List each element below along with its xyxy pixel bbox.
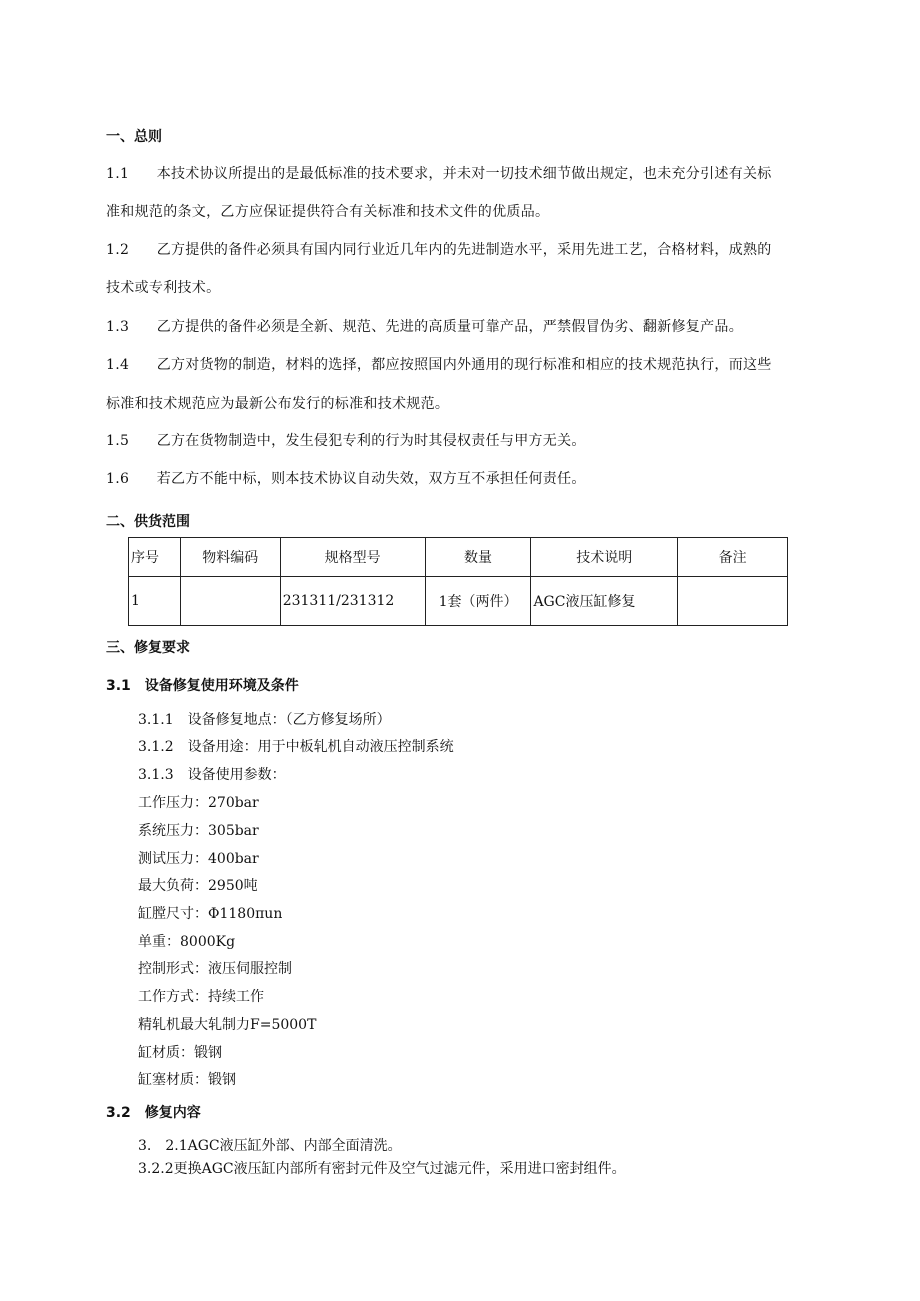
item-text: 乙方提供的备件必须具有国内同行业近几年内的先进制造水平，采用先进工艺，合格材料，成熟的 bbox=[156, 242, 772, 258]
item-3-2-2: 3.2.2更换AGC液压缸内部所有密封元件及空气过滤元件，采用进口密封组件。 bbox=[138, 1161, 626, 1177]
table-header-row bbox=[129, 538, 788, 577]
cell-remarks bbox=[678, 577, 788, 626]
item-text: 若乙方不能中标，则本技术协议自动失效，双方互不承担任何责任。 bbox=[156, 471, 586, 487]
item-1-6-line-1 bbox=[106, 468, 586, 488]
col-header-index: 序号 bbox=[129, 538, 181, 577]
subsection-3-1-heading: 3.1 设备修复使用环境及条件 bbox=[106, 678, 299, 694]
param-bore-size: 缸膛尺寸：Φ1180πun bbox=[138, 906, 283, 922]
cell-index: 1 bbox=[129, 577, 181, 626]
table-row bbox=[129, 577, 788, 626]
cell-material-code bbox=[180, 577, 280, 626]
param-max-rolling-force: 精轧机最大轧制力F=5000T bbox=[138, 1017, 317, 1033]
item-number: 1.5 bbox=[106, 433, 130, 449]
item-3-1-2: 3.1.2 设备用途：用于中板轧机自动液压控制系统 bbox=[138, 739, 454, 755]
item-number: 1.3 bbox=[106, 319, 130, 335]
cell-quantity: 1套（两件） bbox=[425, 577, 531, 626]
param-control-type: 控制形式：液压伺服控制 bbox=[138, 961, 292, 977]
item-text: 本技术协议所提出的是最低标准的技术要求，并未对一切技术细节做出规定，也未充分引述有关标 bbox=[156, 166, 772, 182]
param-test-pressure: 测试压力：400bar bbox=[138, 851, 259, 867]
item-1-4-line-2: 标准和技术规范应为最新公布发行的标准和技术规范。 bbox=[106, 396, 450, 412]
item-number: 1.1 bbox=[106, 166, 130, 182]
col-header-remarks: 备注 bbox=[678, 538, 788, 577]
item-text: 乙方提供的备件必须是全新、规范、先进的高质量可靠产品，严禁假冒伪劣、翻新修复产品。 bbox=[156, 319, 744, 335]
param-unit-weight: 单重：8000Kg bbox=[138, 934, 236, 950]
param-system-pressure: 系统压力：305bar bbox=[138, 823, 259, 839]
section-3-heading: 三、修复要求 bbox=[106, 640, 190, 656]
item-3-2-1: 3. 2.1AGC液压缸外部、内部全面清洗。 bbox=[138, 1138, 402, 1154]
subsection-3-2-heading: 3.2 修复内容 bbox=[106, 1105, 201, 1121]
param-working-pressure: 工作压力：270bar bbox=[138, 795, 259, 811]
item-1-5-line-1 bbox=[106, 430, 586, 450]
section-1-heading: 一、总则 bbox=[106, 129, 162, 145]
param-working-mode: 工作方式：持续工作 bbox=[138, 989, 264, 1005]
param-max-load: 最大负荷：2950吨 bbox=[138, 878, 258, 894]
section-2-heading: 二、供货范围 bbox=[106, 514, 190, 530]
col-header-quantity: 数量 bbox=[425, 538, 531, 577]
col-header-material-code: 物料编码 bbox=[180, 538, 280, 577]
item-1-4-line-1 bbox=[106, 354, 772, 374]
cell-spec-model: 231311/231312 bbox=[280, 577, 425, 626]
col-header-tech-description: 技术说明 bbox=[531, 538, 678, 577]
item-3-1-3: 3.1.3 设备使用参数： bbox=[138, 767, 286, 783]
supply-table bbox=[128, 537, 788, 626]
param-cylinder-material: 缸材质：锻钢 bbox=[138, 1045, 222, 1061]
item-1-1-line-2: 准和规范的条文，乙方应保证提供符合有关标准和技术文件的优质品。 bbox=[106, 204, 550, 220]
item-3-1-1: 3.1.1 设备修复地点：（乙方修复场所） bbox=[138, 712, 391, 728]
col-header-spec-model: 规格型号 bbox=[280, 538, 425, 577]
item-number: 1.2 bbox=[106, 242, 130, 258]
item-number: 1.6 bbox=[106, 471, 130, 487]
item-1-2-line-1 bbox=[106, 239, 772, 259]
param-plunger-material: 缸塞材质：锻钢 bbox=[138, 1072, 236, 1088]
item-number: 1.4 bbox=[106, 357, 130, 373]
item-1-1-line-1 bbox=[106, 163, 772, 183]
item-1-3-line-1 bbox=[106, 316, 743, 336]
item-text: 乙方在货物制造中，发生侵犯专利的行为时其侵权责任与甲方无关。 bbox=[156, 433, 586, 449]
item-text: 乙方对货物的制造，材料的选择，都应按照国内外通用的现行标准和相应的技术规范执行，而这些 bbox=[156, 357, 772, 373]
item-1-2-line-2: 技术或专利技术。 bbox=[106, 280, 221, 296]
cell-tech-description: AGC液压缸修复 bbox=[531, 577, 678, 626]
